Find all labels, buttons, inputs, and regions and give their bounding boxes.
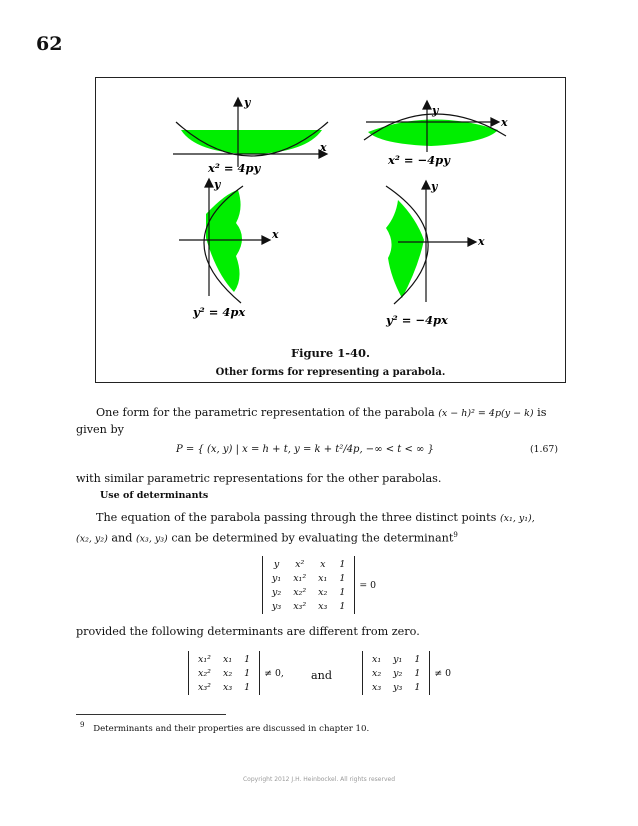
figure-graphics	[96, 78, 565, 382]
equation-2: x² = −4py	[388, 153, 450, 167]
equation-1-67: P = { (x, y) | x = h + t, y = k + t²/4p, −∞ < t < ∞ }	[176, 444, 434, 455]
det-cell: 1	[414, 667, 421, 679]
det-cell: x²	[295, 558, 305, 570]
figure-caption: Other forms for representing a parabola.	[215, 367, 446, 378]
det-cell: x₂²	[293, 586, 307, 598]
det-cell: x₁²	[293, 572, 307, 584]
paragraph-4: provided the following determinants are different from zero.	[76, 625, 420, 638]
para3-math-2: (x₂, y₂)	[76, 533, 108, 545]
paragraph-1-line-2: given by	[76, 423, 124, 436]
para3-and: and	[111, 531, 133, 545]
parabola-fill-3	[206, 190, 242, 292]
section-heading: Use of determinants	[100, 490, 209, 501]
det-cell: 1	[339, 586, 346, 598]
y-arrow-1	[234, 98, 242, 106]
equation-3: y² = 4px	[193, 305, 246, 319]
footnote-rule	[76, 714, 226, 715]
para3-math-1: (x₁, y₁),	[499, 513, 535, 524]
det-cell: x₂	[222, 667, 233, 679]
x-label-2: x	[501, 116, 508, 129]
para3-text: The equation of the parabola passing through the three distinct points	[96, 511, 497, 524]
det-a-rhs: ≠ 0,	[264, 667, 284, 679]
y-label-3: y	[214, 178, 221, 191]
det-cell: 1	[339, 558, 346, 570]
equation-number: (1.67)	[530, 444, 558, 455]
x-arrow-4	[468, 238, 476, 246]
det-cell: x₃²	[198, 681, 211, 693]
y-label-4: y	[431, 180, 438, 193]
y-arrow-4	[422, 181, 430, 189]
det-main-rhs: = 0	[359, 579, 377, 591]
det-cell: x	[320, 558, 326, 570]
x-label-1: x	[320, 141, 327, 154]
det-cell: y	[273, 558, 280, 570]
footnote-text: Determinants and their properties are discussed in chapter 10.	[93, 723, 370, 734]
equation-4: y² = −4px	[386, 313, 448, 327]
det-cell: x₂	[318, 586, 328, 598]
det-cell: 1	[414, 681, 421, 693]
paragraph-2: with similar parametric representations for the other parabolas.	[76, 472, 442, 485]
determinant-main	[262, 556, 376, 614]
det-cell: y₁	[272, 572, 282, 584]
det-cell: 1	[339, 600, 346, 612]
det-cell: 1	[244, 653, 251, 665]
parabola-fill-4	[386, 200, 424, 298]
determinant-matrix	[262, 556, 355, 614]
x-label-3: x	[272, 228, 279, 241]
det-cell: x₂²	[198, 667, 211, 679]
y-label-2: y	[432, 104, 439, 117]
det-cell: x₃	[222, 681, 233, 693]
footnote	[80, 721, 369, 734]
det-b-rhs: ≠ 0	[434, 667, 452, 679]
det-cell: y₁	[393, 653, 403, 665]
para1-text: One form for the parametric representation of the parabola	[96, 406, 435, 419]
det-cell: y₃	[393, 681, 403, 693]
para3-math-3: (x₃, y₃)	[135, 533, 168, 545]
det-cell: x₁	[318, 572, 328, 584]
det-cell: 1	[244, 667, 251, 679]
parabola-fill-2	[368, 119, 498, 146]
determinant-matrix	[362, 651, 430, 695]
determinant-a	[188, 651, 284, 695]
det-cell: x₁	[222, 653, 233, 665]
det-cell: 1	[339, 572, 346, 584]
det-cell: x₃	[372, 681, 382, 693]
paragraph-3-line-2	[76, 527, 458, 548]
det-cell: x₃	[318, 600, 328, 612]
det-cell: 1	[244, 681, 251, 693]
det-cell: x₂	[372, 667, 382, 679]
x-label-4: x	[478, 235, 485, 248]
determinant-b	[362, 651, 451, 695]
figure-title: Figure 1-40.	[290, 346, 371, 360]
det-cell: x₁²	[198, 653, 211, 665]
figure-1-40	[95, 77, 566, 383]
determinant-matrix	[188, 651, 260, 695]
copyright-notice: Copyright 2012 J.H. Heinbockel. All rights reserved	[242, 776, 396, 783]
page-number: 62	[36, 33, 63, 55]
det-cell: y₂	[393, 667, 403, 679]
paragraph-3-line-1	[96, 509, 535, 527]
y-arrow-2	[423, 101, 431, 109]
footnote-ref: 9	[453, 531, 458, 539]
equation-1: x² = 4py	[208, 161, 261, 175]
para3-end: can be determined by evaluating the determinant	[171, 531, 454, 545]
y-label-1: y	[244, 96, 251, 109]
para1-end: is	[537, 406, 547, 419]
x-arrow-3	[262, 236, 270, 244]
paragraph-1-line-1	[96, 404, 546, 422]
para1-math: (x − h)² = 4p(y − k)	[438, 408, 534, 419]
x-arrow-2	[491, 118, 499, 126]
y-arrow-3	[205, 179, 213, 187]
det-cell: y₃	[272, 600, 282, 612]
det-cell: y₂	[272, 586, 282, 598]
det-cell: x₁	[372, 653, 382, 665]
det-cell: x₃²	[293, 600, 307, 612]
det-cell: 1	[414, 653, 421, 665]
and-word: and	[311, 669, 333, 682]
footnote-number: 9	[80, 721, 85, 729]
